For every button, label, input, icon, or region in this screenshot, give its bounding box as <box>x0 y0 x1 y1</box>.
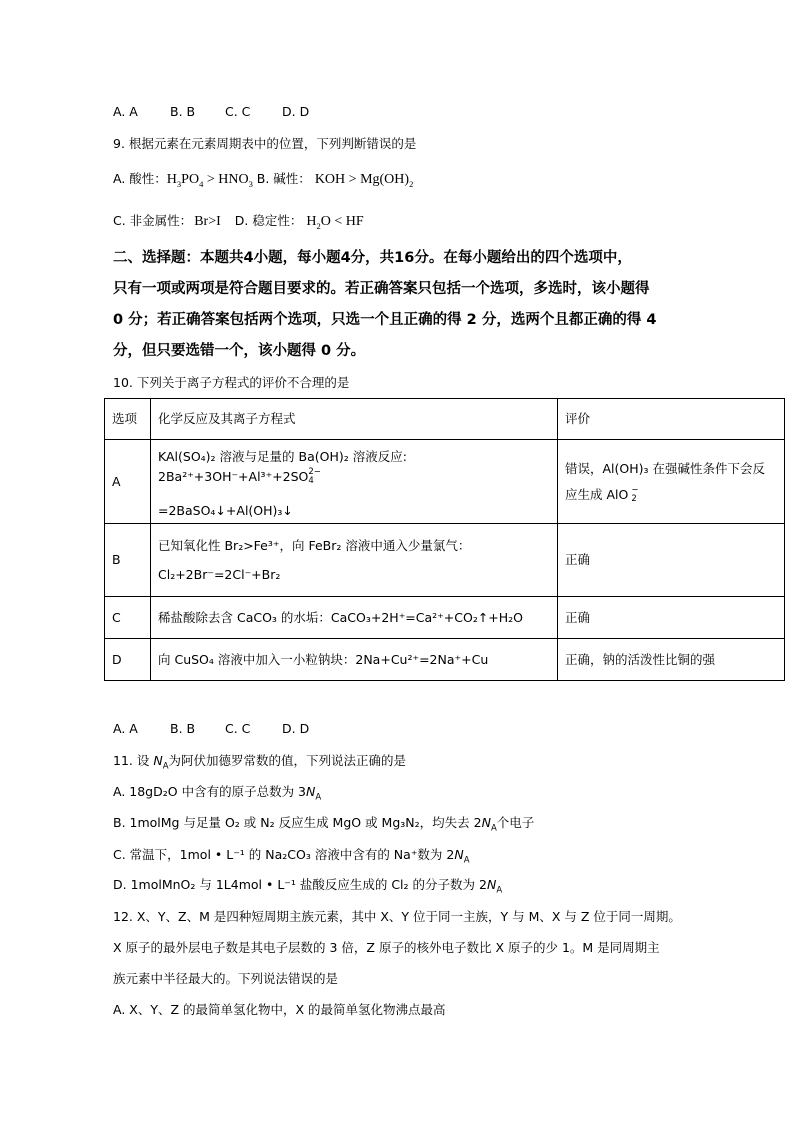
q8-option-a[interactable]: A. A <box>113 104 138 119</box>
header-evaluation: 评价 <box>558 399 785 440</box>
row-b-option: B <box>105 524 151 597</box>
section2-line-4: 分，但只要选错一个，该小题得 0 分。 <box>113 343 366 359</box>
q10-option-b[interactable]: B. B <box>170 721 196 736</box>
section2-line-3: 0 分；若正确答案包括两个选项，只选一个且正确的得 2 分，选两个且都正确的得 4 <box>113 312 657 328</box>
row-c-option: C <box>105 597 151 639</box>
header-option: 选项 <box>105 399 151 440</box>
q9-b-label[interactable]: B. 碱性： <box>252 171 311 186</box>
section2-instructions <box>113 243 713 367</box>
row-d-reaction: 向 CuSO₄ 溶液中加入一小粒钠块：2Na+Cu²⁺=2Na⁺+Cu <box>151 639 558 681</box>
q11-option-c[interactable]: C. 常温下，1mol • L⁻¹ 的 Na₂CO₃ 溶液中含有的 Na⁺数为 $2N_A$ <box>113 847 470 866</box>
q12-line-2: X 原子的最外层电子数是其电子层数的 3 倍，Z 原子的核外电子数比 X 原子的少 1。M 是同周期主 <box>113 940 660 955</box>
q9-a-formula: $H_3PO_4 > HNO_3$ <box>166 172 253 189</box>
q10-table <box>104 398 785 681</box>
table-row <box>105 524 785 597</box>
table-row <box>105 440 785 524</box>
q8-option-d[interactable]: D. D <box>282 104 310 119</box>
q9-a-label[interactable]: A. 酸性： <box>113 171 167 186</box>
q8-options <box>113 103 309 121</box>
row-a-evaluation: 错误，Al(OH)₃ 在强碱性条件下会反 应生成 AlO − 2 <box>558 440 785 524</box>
q9-stem: 9. 根据元素在元素周期表中的位置，下列判断错误的是 <box>113 136 417 151</box>
q10-stem: 10. 下列关于离子方程式的评价不合理的是 <box>113 375 350 390</box>
table-header-row <box>105 399 785 440</box>
q12-line-3: 族元素中半径最大的。下列说法错误的是 <box>113 971 339 986</box>
q11-option-a[interactable]: A. 18gD₂O 中含有的原子总数为 $3N_A$ <box>113 784 322 803</box>
q9-c-value: Br>I <box>194 214 221 229</box>
q10-option-a[interactable]: A. A <box>113 721 138 736</box>
section2-line-1: 二、选择题：本题共4小题，每小题4分，共16分。在每小题给出的四个选项中， <box>113 250 632 266</box>
q9-d-label[interactable]: D. 稳定性： <box>234 213 303 228</box>
q8-option-c[interactable]: C. C <box>225 104 251 119</box>
row-c-evaluation: 正确 <box>558 597 785 639</box>
row-b-reaction: 已知氧化性 Br₂>Fe³⁺，向 FeBr₂ 溶液中通入少量氯气： Cl₂+2Br⁻=2Cl⁻+Br₂ <box>151 524 558 597</box>
q12-option-a[interactable]: A. X、Y、Z 的最简单氢化物中，X 的最简单氢化物沸点最高 <box>113 1002 446 1017</box>
q10-option-c[interactable]: C. C <box>225 721 251 736</box>
row-a-option: A <box>105 440 151 524</box>
q9-options-cd <box>113 212 364 235</box>
q11-option-b[interactable]: B. 1molMg 与足量 O₂ 或 N₂ 反应生成 MgO 或 Mg₃N₂，均失去 $2N_A$个电子 <box>113 815 535 834</box>
section2-line-2: 只有一项或两项是符合题目要求的。若正确答案只包括一个选项，多选时，该小题得 <box>113 281 650 297</box>
row-a-reaction: KAl(SO₄)₂ 溶液与足量的 Ba(OH)₂ 溶液反应: 2Ba²⁺+3OH⁻+Al³⁺+2SO 2− 4 =2BaSO₄↓+Al(OH)₃↓ <box>151 440 558 524</box>
table-row <box>105 597 785 639</box>
q9-options-ab <box>113 170 413 193</box>
q10-option-d[interactable]: D. D <box>282 721 310 736</box>
row-c-reaction: 稀盐酸除去含 CaCO₃ 的水垢：CaCO₃+2H⁺=Ca²⁺+CO₂↑+H₂O <box>151 597 558 639</box>
header-reaction: 化学反应及其离子方程式 <box>151 399 558 440</box>
q9-c-label[interactable]: C. 非金属性： <box>113 213 193 228</box>
row-d-evaluation: 正确，钠的活泼性比铜的强 <box>558 639 785 681</box>
q12-line-1: 12. X、Y、Z、M 是四种短周期主族元素，其中 X、Y 位于同一主族，Y 与 M、X 与 Z 位于同一周期。 <box>113 909 681 924</box>
q9-d-formula: $H_2O$ < HF <box>306 214 364 231</box>
q11-option-d[interactable]: D. 1molMnO₂ 与 1L4mol • L⁻¹ 盐酸反应生成的 Cl₂ 的分子数为 $2N_A$ <box>113 877 503 896</box>
q9-b-formula: KOH > $Mg(OH)_2$ <box>314 172 414 189</box>
q8-option-b[interactable]: B. B <box>170 104 196 119</box>
row-d-option: D <box>105 639 151 681</box>
table-row <box>105 639 785 681</box>
q10-options <box>113 720 309 738</box>
row-b-evaluation: 正确 <box>558 524 785 597</box>
q11-stem: 11. 设 $N_A$为阿伏加德罗常数的值，下列说法正确的是 <box>113 753 407 772</box>
